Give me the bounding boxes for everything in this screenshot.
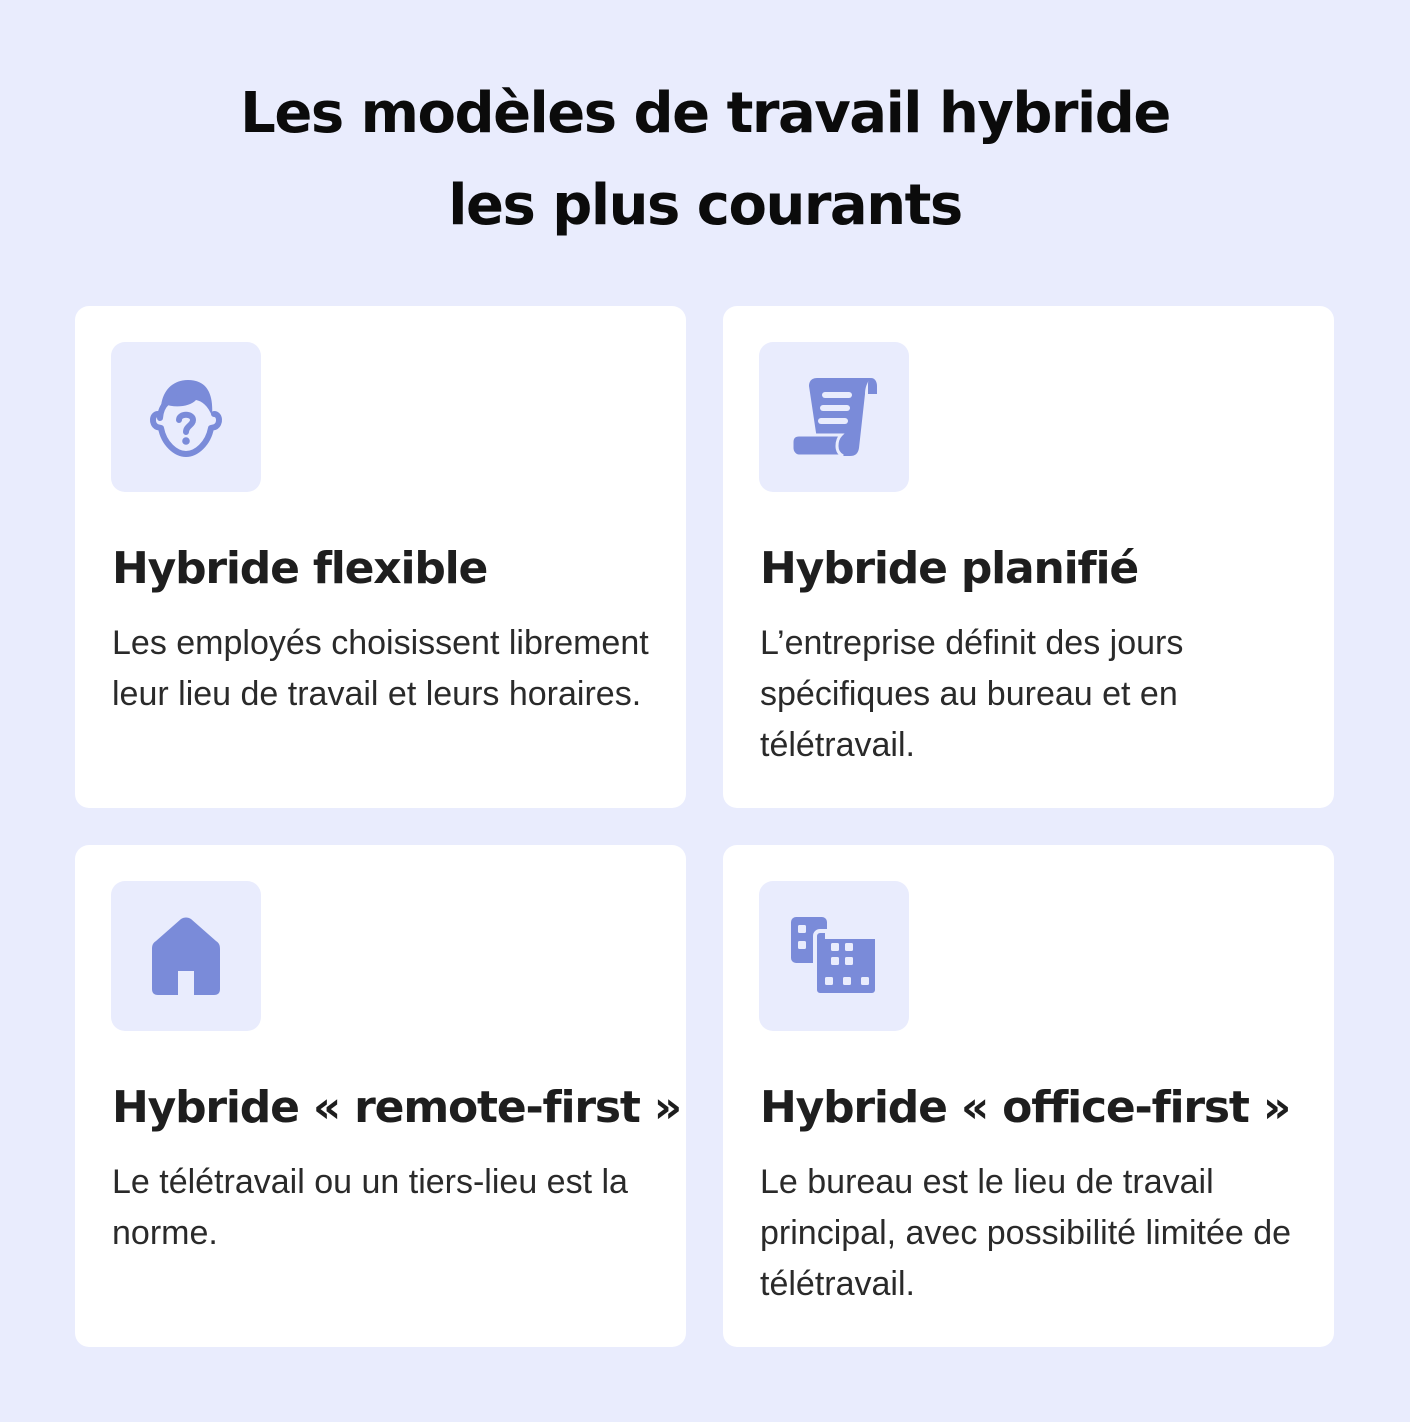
card-description: L’entreprise définit des jours spécifiques au bureau et en télétravail.	[760, 624, 1184, 764]
card-title: Hybride flexible	[112, 543, 488, 594]
card-hybride-remote-first	[75, 845, 686, 1347]
card-title: Hybride « office-first »	[760, 1082, 1291, 1133]
card-description: Les employés choisissent librement leur lieu de travail et leurs horaires.	[112, 624, 649, 713]
card-title: Hybride planifié	[760, 543, 1138, 594]
card-description: Le télétravail ou un tiers-lieu est la norme.	[112, 1163, 628, 1252]
icon-tile	[111, 881, 261, 1031]
page-title-line-1: Les modèles de travail hybride	[240, 81, 1170, 146]
question-face-icon	[148, 374, 224, 460]
office-buildings-icon	[789, 915, 879, 997]
card-hybride-planifie	[723, 306, 1334, 808]
card-hybride-office-first	[723, 845, 1334, 1347]
icon-tile	[111, 342, 261, 492]
icon-tile	[759, 342, 909, 492]
page-title-line-2: les plus courants	[448, 173, 962, 238]
scroll-document-icon	[789, 376, 879, 458]
card-hybride-flexible	[75, 306, 686, 808]
card-description: Le bureau est le lieu de travail principal, avec possibilité limitée de télétravail.	[760, 1163, 1292, 1303]
icon-tile	[759, 881, 909, 1031]
card-title: Hybride « remote-first »	[112, 1082, 682, 1133]
house-icon	[148, 915, 224, 997]
page-title	[0, 68, 1410, 252]
